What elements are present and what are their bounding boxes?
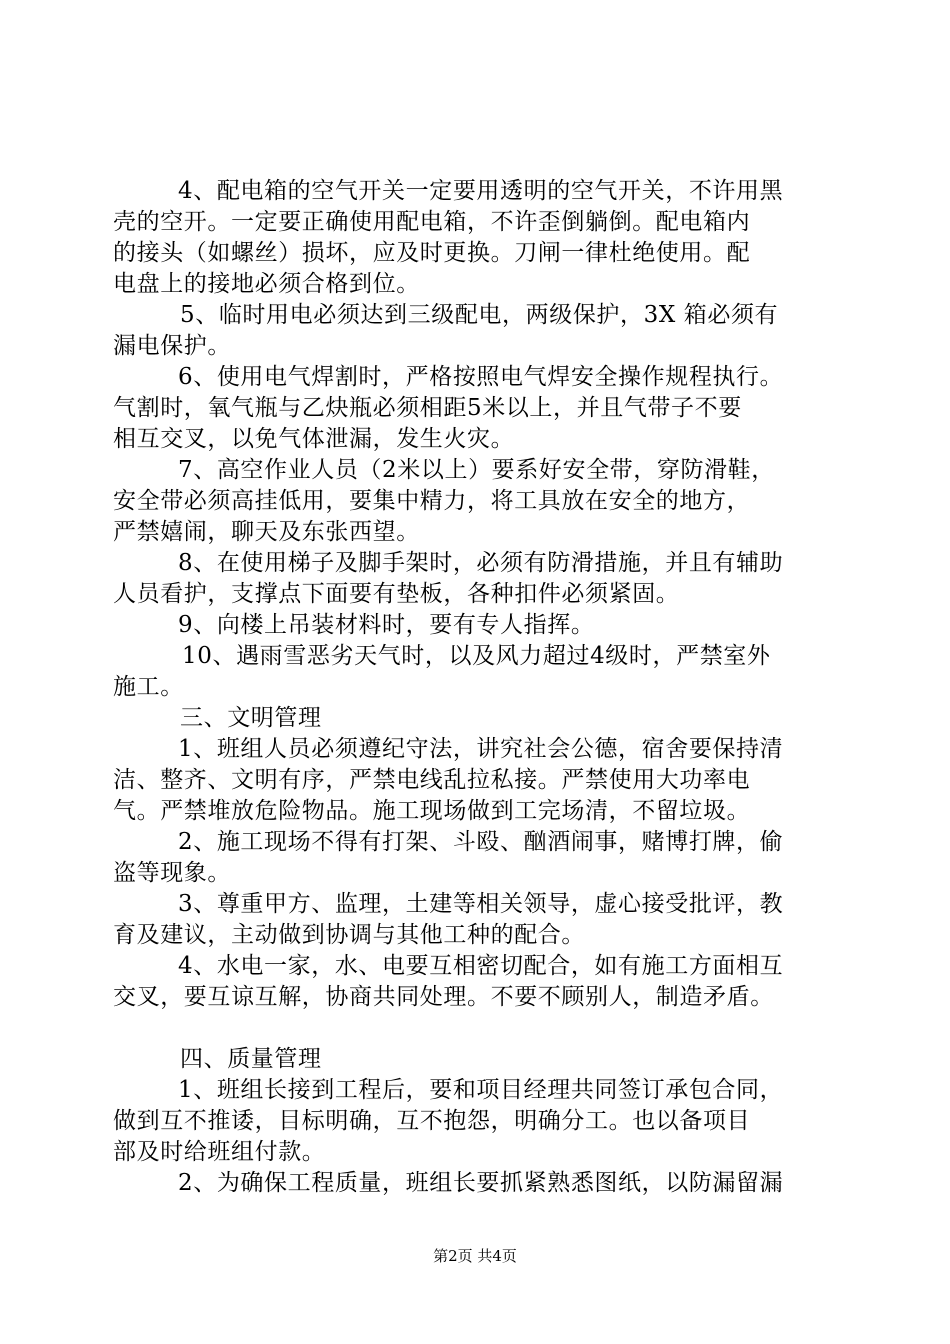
text-line: 2、为确保工程质量，班组长要抓紧熟悉图纸，以防漏留漏 (178, 1170, 784, 1196)
text-line: 3、尊重甲方、监理，土建等相关领导，虚心接受批评，教 (178, 891, 784, 917)
text-line: 漏电保护。 (113, 333, 231, 359)
text-line: 气。严禁堆放危险物品。施工现场做到工完场清，不留垃圾。 (113, 798, 751, 824)
text-line: 交叉，要互谅互解，协商共同处理。不要不顾别人，制造矛盾。 (113, 984, 774, 1010)
text-line: 施工。 (113, 674, 184, 700)
text-line: 1、班组人员必须遵纪守法，讲究社会公德，宿舍要保持清 (178, 736, 784, 762)
text-line: 的接头（如螺丝）损坏，应及时更换。刀闸一律杜绝使用。配 (113, 240, 751, 266)
text-line: 育及建议，主动做到协调与其他工种的配合。 (113, 922, 585, 948)
text-line: 人员看护，支撑点下面要有垫板，各种扣件必须紧固。 (113, 581, 680, 607)
text-line: 8、在使用梯子及脚手架时，必须有防滑措施，并且有辅助 (178, 550, 784, 576)
text-line: 相互交叉，以免气体泄漏，发生火灾。 (113, 426, 515, 452)
text-line: 10、遇雨雪恶劣天气时，以及风力超过4级时，严禁室外 (182, 643, 771, 669)
section-heading: 四、质量管理 (180, 1046, 322, 1072)
text-line: 2、施工现场不得有打架、斗殴、酗酒闹事，赌博打牌，偷 (178, 829, 784, 855)
text-line: 4、配电箱的空气开关一定要用透明的空气开关，不许用黑 (178, 178, 784, 204)
text-line: 6、使用电气焊割时，严格按照电气焊安全操作规程执行。 (178, 364, 784, 390)
section-heading: 三、文明管理 (180, 705, 322, 731)
text-line: 壳的空开。一定要正确使用配电箱，不许歪倒躺倒。配电箱内 (113, 209, 751, 235)
text-line: 气割时，氧气瓶与乙炔瓶必须相距5米以上，并且气带子不要 (113, 395, 742, 421)
text-line: 5、临时用电必须达到三级配电，两级保护，3X 箱必须有 (180, 302, 779, 328)
text-line: 部及时给班组付款。 (113, 1139, 326, 1165)
text-line: 安全带必须高挂低用，要集中精力，将工具放在安全的地方， (113, 488, 751, 514)
text-line: 严禁嬉闹，聊天及东张西望。 (113, 519, 420, 545)
text-line: 1、班组长接到工程后，要和项目经理共同签订承包合同， (178, 1077, 784, 1103)
text-line: 9、向楼上吊装材料时，要有专人指挥。 (178, 612, 595, 638)
text-line: 洁、整齐、文明有序，严禁电线乱拉私接。严禁使用大功率电 (113, 767, 751, 793)
page-number-footer: 第2页 共4页 (433, 1247, 517, 1265)
text-line: 4、水电一家，水、电要互相密切配合，如有施工方面相互 (178, 953, 784, 979)
text-line: 电盘上的接地必须合格到位。 (113, 271, 420, 297)
text-line: 做到互不推诿，目标明确，互不抱怨，明确分工。也以备项目 (113, 1108, 751, 1134)
text-line: 7、高空作业人员（2米以上）要系好安全带，穿防滑鞋， (178, 457, 775, 483)
text-line: 盗等现象。 (113, 860, 231, 886)
